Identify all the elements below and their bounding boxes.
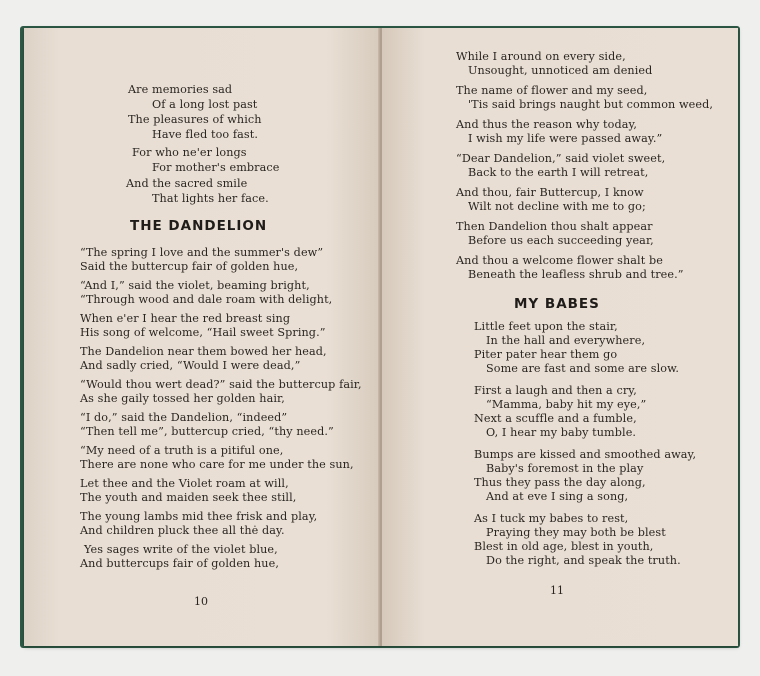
- verse-line: As she gaily tossed her golden hair,: [80, 392, 285, 405]
- book-spread: [24, 28, 738, 646]
- verse-line: While I around on every side,: [456, 50, 626, 63]
- verse-line: His song of welcome, “Hail sweet Spring.”: [80, 326, 326, 339]
- verse-line: “The spring I love and the summer's dew”: [80, 246, 324, 259]
- verse-line: Baby's foremost in the play: [486, 462, 644, 475]
- verse-line: Piter pater hear them go: [474, 348, 618, 361]
- verse-line: Yes sages write of the violet blue,: [84, 543, 278, 556]
- verse-line: Have fled too fast.: [152, 128, 259, 141]
- verse-line: And thou a welcome flower shalt be: [456, 254, 663, 267]
- verse-line: “And I,” said the violet, beaming bright,: [80, 279, 310, 292]
- verse-line: The youth and maiden seek thee still,: [80, 491, 297, 504]
- verse-line: And buttercups fair of golden hue,: [80, 557, 279, 570]
- verse-line: Then Dandelion thou shalt appear: [456, 220, 653, 233]
- verse-line: And thus the reason why today,: [456, 118, 638, 131]
- verse-line: Do the right, and speak the truth.: [486, 554, 681, 567]
- verse-line: O, I hear my baby tumble.: [486, 426, 637, 439]
- verse-line: Before us each succeeding year,: [468, 234, 654, 247]
- verse-line: And thou, fair Buttercup, I know: [456, 186, 644, 199]
- verse-line: In the hall and everywhere,: [486, 334, 646, 347]
- verse-line: And the sacred smile: [126, 177, 248, 190]
- verse-line: “Through wood and dale roam with delight,: [80, 293, 333, 306]
- verse-line: “My need of a truth is a pitiful one,: [80, 444, 284, 457]
- verse-line: Little feet upon the stair,: [474, 320, 618, 333]
- verse-line: I wish my life were passed away.”: [468, 132, 663, 145]
- verse-line: Of a long lost past: [152, 98, 258, 111]
- verse-line: That lights her face.: [152, 192, 269, 205]
- verse-line: And children pluck thee all thė day.: [80, 524, 285, 537]
- verse-line: “Would thou wert dead?” said the buttercup fair,: [80, 378, 362, 391]
- verse-line: There are none who care for me under the sun,: [80, 458, 354, 471]
- verse-line: Next a scuffle and a fumble,: [474, 412, 637, 425]
- verse-line: First a laugh and then a cry,: [474, 384, 637, 397]
- poem-title: THE DANDELION: [130, 218, 268, 234]
- verse-line: The young lambs mid thee frisk and play,: [80, 510, 318, 523]
- verse-line: For mother's embrace: [152, 161, 280, 174]
- verse-line: When e'er I hear the red breast sing: [80, 312, 291, 325]
- verse-line: And sadly cried, “Would I were dead,”: [80, 359, 301, 372]
- verse-line: Blest in old age, blest in youth,: [474, 540, 654, 553]
- verse-line: Thus they pass the day along,: [474, 476, 646, 489]
- right-page: [382, 28, 738, 646]
- verse-line: The Dandelion near them bowed her head,: [80, 345, 327, 358]
- page-number: 10: [194, 595, 208, 608]
- verse-line: The pleasures of which: [128, 113, 262, 126]
- verse-line: Back to the earth I will retreat,: [468, 166, 649, 179]
- verse-line: The name of flower and my seed,: [456, 84, 648, 97]
- verse-line: “Then tell me”, buttercup cried, “thy need.”: [80, 425, 334, 438]
- verse-line: As I tuck my babes to rest,: [474, 512, 629, 525]
- verse-line: Beneath the leafless shrub and tree.”: [468, 268, 684, 281]
- verse-line: Wilt not decline with me to go;: [468, 200, 646, 213]
- verse-line: Praying they may both be blest: [486, 526, 666, 539]
- verse-line: And at eve I sing a song,: [486, 490, 629, 503]
- page-number: 11: [550, 584, 564, 597]
- verse-line: Are memories sad: [128, 83, 233, 96]
- verse-line: “I do,” said the Dandelion, “indeed”: [80, 411, 288, 424]
- verse-line: Some are fast and some are slow.: [486, 362, 680, 375]
- verse-line: “Dear Dandelion,” said violet sweet,: [456, 152, 666, 165]
- verse-line: “Mamma, baby hit my eye,”: [486, 398, 647, 411]
- verse-line: Let thee and the Violet roam at will,: [80, 477, 289, 490]
- verse-line: Unsought, unnoticed am denied: [468, 64, 653, 77]
- verse-line: 'Tis said brings naught but common weed,: [468, 98, 714, 111]
- left-page: [24, 28, 380, 646]
- verse-line: Said the buttercup fair of golden hue,: [80, 260, 299, 273]
- verse-line: For who ne'er longs: [132, 146, 247, 159]
- poem-title: MY BABES: [514, 296, 600, 312]
- verse-line: Bumps are kissed and smoothed away,: [474, 448, 697, 461]
